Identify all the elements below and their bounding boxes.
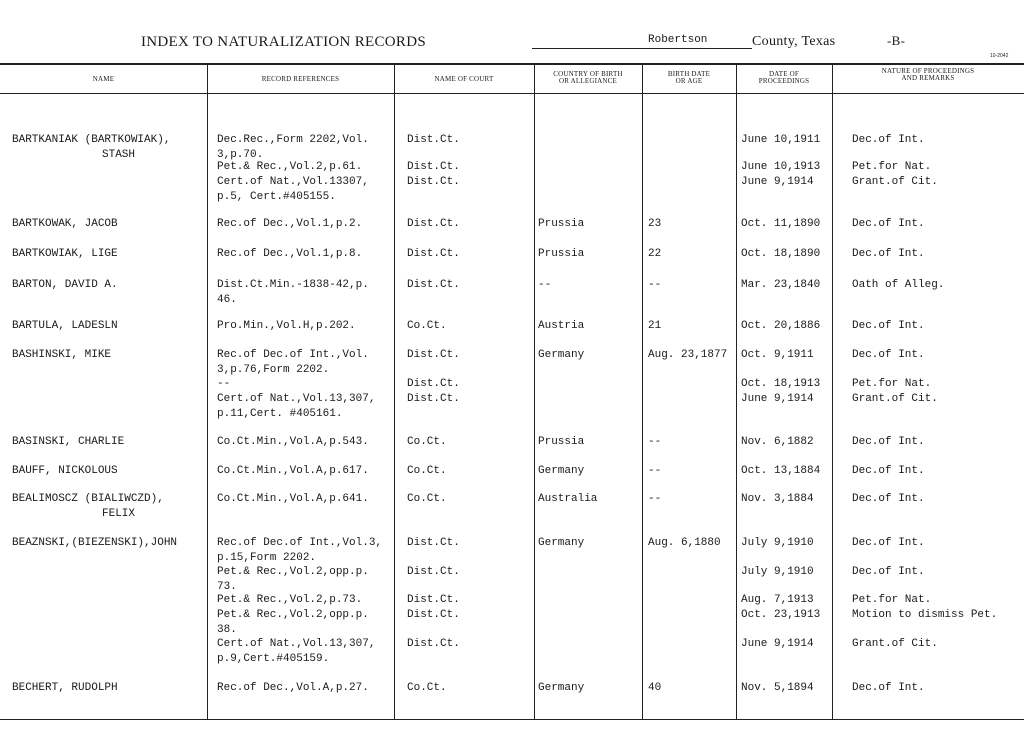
court-name: Dist.Ct.: [407, 378, 460, 390]
court-name: Co.Ct.: [407, 436, 447, 448]
proceeding-nature: Dec.of Int.: [852, 493, 925, 505]
birth-date: 23: [648, 218, 662, 230]
proceeding-nature: Grant.of Cit.: [852, 393, 938, 405]
entry-name: BASINSKI, CHARLIE: [12, 436, 125, 448]
proceeding-nature: Oath of Alleg.: [852, 279, 945, 291]
record-reference: Rec.of Dec.,Vol.1,p.8.: [217, 248, 363, 260]
record-reference: p.15,Form 2202.: [217, 551, 317, 564]
proceeding-nature: Dec.of Int.: [852, 566, 925, 578]
proceeding-date: Oct. 20,1886: [741, 320, 821, 332]
country-of-birth: Prussia: [538, 436, 585, 448]
proceeding-date: Nov. 5,1894: [741, 682, 814, 694]
court-name: Dist.Ct.: [407, 176, 460, 188]
proceeding-date: Oct. 18,1913: [741, 378, 821, 390]
record-reference: Dist.Ct.Min.-1838-42,p.: [217, 279, 369, 291]
proceeding-nature: Dec.of Int.: [852, 349, 925, 361]
court-name: Dist.Ct.: [407, 537, 460, 549]
country-of-birth: Germany: [538, 349, 585, 361]
court-name: Co.Ct.: [407, 493, 447, 505]
country-of-birth: Germany: [538, 537, 585, 549]
nature-header-line-2: AND REMARKS: [901, 74, 955, 82]
column-header-date: [736, 71, 832, 85]
birth-header-line-2: OR AGE: [675, 77, 703, 85]
record-reference: p.5, Cert.#405155.: [217, 190, 336, 203]
column-header-country: [534, 71, 642, 85]
column-header-record-references: RECORD REFERENCES: [261, 75, 340, 83]
country-of-birth: --: [538, 279, 552, 291]
court-name: Dist.Ct.: [407, 594, 460, 606]
county-underline: [532, 48, 752, 49]
date-header-line-1: DATE OF: [769, 70, 799, 78]
birth-header-line-1: BIRTH DATE: [667, 70, 711, 78]
proceeding-date: June 10,1911: [741, 134, 821, 146]
county-label: County, Texas: [752, 34, 836, 49]
country-of-birth: Germany: [538, 682, 585, 694]
proceeding-date: Oct. 9,1911: [741, 349, 814, 361]
form-number: 10-2042: [990, 53, 1009, 59]
proceeding-date: Aug. 7,1913: [741, 594, 814, 606]
birth-date: 40: [648, 682, 662, 694]
proceeding-date: Mar. 23,1840: [741, 279, 821, 291]
column-divider: [832, 64, 833, 719]
proceeding-nature: Dec.of Int.: [852, 682, 925, 694]
proceeding-date: June 10,1913: [741, 161, 821, 173]
proceeding-nature: Grant.of Cit.: [852, 176, 938, 188]
record-reference: 73.: [217, 580, 237, 593]
proceeding-date: Oct. 18,1890: [741, 248, 821, 260]
record-reference: p.9,Cert.#405159.: [217, 652, 330, 665]
record-reference: Pet.& Rec.,Vol.2,p.61.: [217, 161, 363, 173]
proceeding-nature: Dec.of Int.: [852, 436, 925, 448]
entry-name: BARTKANIAK (BARTKOWIAK),: [12, 134, 171, 146]
country-of-birth: Austria: [538, 320, 585, 332]
record-reference: p.11,Cert. #405161.: [217, 407, 343, 420]
entry-name: BASHINSKI, MIKE: [12, 349, 112, 361]
court-name: Dist.Ct.: [407, 609, 460, 621]
proceeding-date: June 9,1914: [741, 393, 814, 405]
entry-name: BARTKOWIAK, LIGE: [12, 248, 118, 260]
record-reference: Co.Ct.Min.,Vol.A,p.617.: [217, 465, 369, 477]
proceeding-nature: Grant.of Cit.: [852, 638, 938, 650]
record-reference: 38.: [217, 623, 237, 636]
column-header-nature: [832, 68, 1024, 82]
entry-name: STASH: [102, 148, 136, 161]
record-reference: Co.Ct.Min.,Vol.A,p.641.: [217, 493, 369, 505]
court-name: Dist.Ct.: [407, 134, 460, 146]
proceeding-nature: Motion to dismiss Pet.: [852, 609, 998, 621]
date-header-line-2: PROCEEDINGS: [758, 77, 810, 85]
court-name: Dist.Ct.: [407, 393, 460, 405]
proceeding-nature: Dec.of Int.: [852, 248, 925, 260]
entry-name: BARTON, DAVID A.: [12, 279, 118, 291]
entry-name: BECHERT, RUDOLPH: [12, 682, 118, 694]
court-name: Dist.Ct.: [407, 218, 460, 230]
record-reference: Cert.of Nat.,Vol.13307,: [217, 176, 369, 188]
country-of-birth: Prussia: [538, 218, 585, 230]
column-divider: [642, 64, 643, 719]
column-header-court: NAME OF COURT: [434, 75, 494, 83]
court-name: Co.Ct.: [407, 465, 447, 477]
record-reference: Cert.of Nat.,Vol.13,307,: [217, 638, 376, 650]
proceeding-date: Oct. 11,1890: [741, 218, 821, 230]
page-bottom-rule: [0, 719, 1024, 720]
column-divider: [736, 64, 737, 719]
column-divider: [394, 64, 395, 719]
entry-name: BEALIMOSCZ (BIALIWCZD),: [12, 493, 164, 505]
page-title: INDEX TO NATURALIZATION RECORDS: [141, 34, 426, 50]
country-of-birth: Prussia: [538, 248, 585, 260]
record-reference: Rec.of Dec.,Vol.A,p.27.: [217, 682, 369, 694]
proceeding-date: July 9,1910: [741, 537, 814, 549]
proceeding-nature: Dec.of Int.: [852, 134, 925, 146]
proceeding-nature: Dec.of Int.: [852, 465, 925, 477]
court-name: Dist.Ct.: [407, 248, 460, 260]
court-name: Dist.Ct.: [407, 638, 460, 650]
record-reference: Pet.& Rec.,Vol.2,opp.p.: [217, 566, 369, 578]
record-reference: Pet.& Rec.,Vol.2,p.73.: [217, 594, 363, 606]
court-name: Dist.Ct.: [407, 279, 460, 291]
proceeding-date: Oct. 23,1913: [741, 609, 821, 621]
country-of-birth: Australia: [538, 493, 598, 505]
proceeding-date: June 9,1914: [741, 638, 814, 650]
birth-date: 22: [648, 248, 662, 260]
header-top-rule: [0, 63, 1024, 65]
proceeding-nature: Pet.for Nat.: [852, 161, 932, 173]
country-header-line-1: COUNTRY OF BIRTH: [553, 70, 623, 78]
record-reference: Co.Ct.Min.,Vol.A,p.543.: [217, 436, 369, 448]
proceeding-nature: Pet.for Nat.: [852, 594, 932, 606]
proceeding-date: Nov. 3,1884: [741, 493, 814, 505]
entry-name: BEAZNSKI,(BIEZENSKI),JOHN: [12, 537, 178, 549]
court-name: Co.Ct.: [407, 320, 447, 332]
entry-name: BARTKOWAK, JACOB: [12, 218, 118, 230]
record-reference: 3,p.70.: [217, 148, 264, 161]
birth-date: Aug. 23,1877: [648, 349, 728, 361]
record-reference: Dec.Rec.,Form 2202,Vol.: [217, 134, 369, 146]
proceeding-date: July 9,1910: [741, 566, 814, 578]
record-reference: Pet.& Rec.,Vol.2,opp.p.: [217, 609, 369, 621]
birth-date: Aug. 6,1880: [648, 537, 721, 549]
record-reference: Cert.of Nat.,Vol.13,307,: [217, 393, 376, 405]
country-of-birth: Germany: [538, 465, 585, 477]
nature-header-line-1: NATURE OF PROCEEDINGS: [881, 67, 975, 75]
record-reference: --: [217, 378, 231, 390]
proceeding-date: June 9,1914: [741, 176, 814, 188]
entry-name: BAUFF, NICKOLOUS: [12, 465, 118, 477]
index-letter: -B-: [887, 33, 906, 48]
court-name: Dist.Ct.: [407, 161, 460, 173]
entry-name: BARTULA, LADESLN: [12, 320, 118, 332]
record-reference: Rec.of Dec.of Int.,Vol.3,: [217, 537, 383, 549]
birth-date: --: [648, 436, 662, 448]
record-reference: Pro.Min.,Vol.H,p.202.: [217, 320, 356, 332]
proceeding-nature: Dec.of Int.: [852, 537, 925, 549]
record-reference: 46.: [217, 293, 237, 306]
record-reference: Rec.of Dec.of Int.,Vol.: [217, 349, 369, 361]
birth-date: --: [648, 279, 662, 291]
country-header-line-2: OR ALLEGIANCE: [558, 77, 617, 85]
birth-date: --: [648, 465, 662, 477]
entry-name: FELIX: [102, 507, 136, 520]
proceeding-nature: Dec.of Int.: [852, 320, 925, 332]
court-name: Dist.Ct.: [407, 566, 460, 578]
header-bottom-rule: [0, 93, 1024, 94]
birth-date: 21: [648, 320, 662, 332]
column-divider: [207, 64, 208, 719]
birth-date: --: [648, 493, 662, 505]
column-divider: [534, 64, 535, 719]
proceeding-nature: Pet.for Nat.: [852, 378, 932, 390]
proceeding-date: Oct. 13,1884: [741, 465, 821, 477]
column-header-birth: [642, 71, 736, 85]
column-header-name: NAME: [92, 75, 115, 83]
record-reference: 3,p.76,Form 2202.: [217, 363, 330, 376]
county-name: Robertson: [648, 34, 708, 46]
court-name: Co.Ct.: [407, 682, 447, 694]
proceeding-date: Nov. 6,1882: [741, 436, 814, 448]
record-reference: Rec.of Dec.,Vol.1,p.2.: [217, 218, 363, 230]
proceeding-nature: Dec.of Int.: [852, 218, 925, 230]
court-name: Dist.Ct.: [407, 349, 460, 361]
